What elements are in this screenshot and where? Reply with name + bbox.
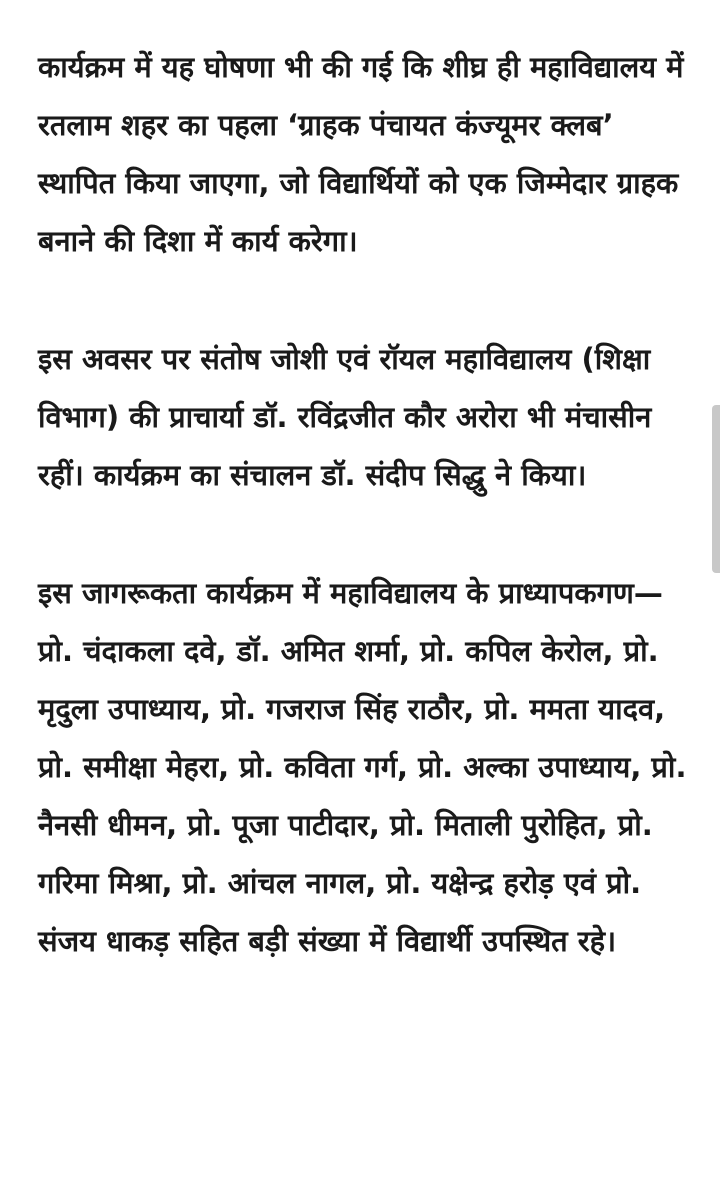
- article-paragraph-2: इस अवसर पर संतोष जोशी एवं रॉयल महाविद्यालय (शिक्षा विभाग) की प्राचार्या डॉ. रविंद्रजीत कौर अरोरा भी मंचासीन रहीं। कार्यक्रम का संचालन डॉ. संदीप सिद्धु ने किया।: [38, 342, 652, 492]
- article-paragraph-1: कार्यक्रम में यह घोषणा भी की गई कि शीघ्र ही महाविद्यालय में रतलाम शहर का पहला ‘ग्राहक पंचायत कंज्यूमर क्लब’ स्थापित किया जाएगा, जो विद्यार्थियों को एक जिम्मेदार ग्राहक बनाने की दिशा में कार्य करेगा।: [38, 50, 684, 258]
- article-body: [38, 38, 688, 1030]
- article-paragraph-3: इस जागरूकता कार्यक्रम में महाविद्यालय के प्राध्यापकगण—प्रो. चंदाकला दवे, डॉ. अमित शर्मा, प्रो. कपिल केरोल, प्रो. मृदुला उपाध्याय, प्रो. गजराज सिंह राठौर, प्रो. ममता यादव, प्रो. समीक्षा मेहरा, प्रो. कविता गर्ग, प्रो. अल्का उपाध्याय, प्रो. नैनसी धीमन, प्रो. पूजा पाटीदार, प्रो. मिताली पुरोहित, प्रो. गरिमा मिश्रा, प्रो. आंचल नागल, प्रो. यक्षेन्द्र हरोड़ एवं प्रो. संजय धाकड़ सहित बड़ी संख्या में विद्यार्थी उपस्थित रहे।: [38, 576, 687, 958]
- scrollbar-thumb[interactable]: [712, 405, 720, 573]
